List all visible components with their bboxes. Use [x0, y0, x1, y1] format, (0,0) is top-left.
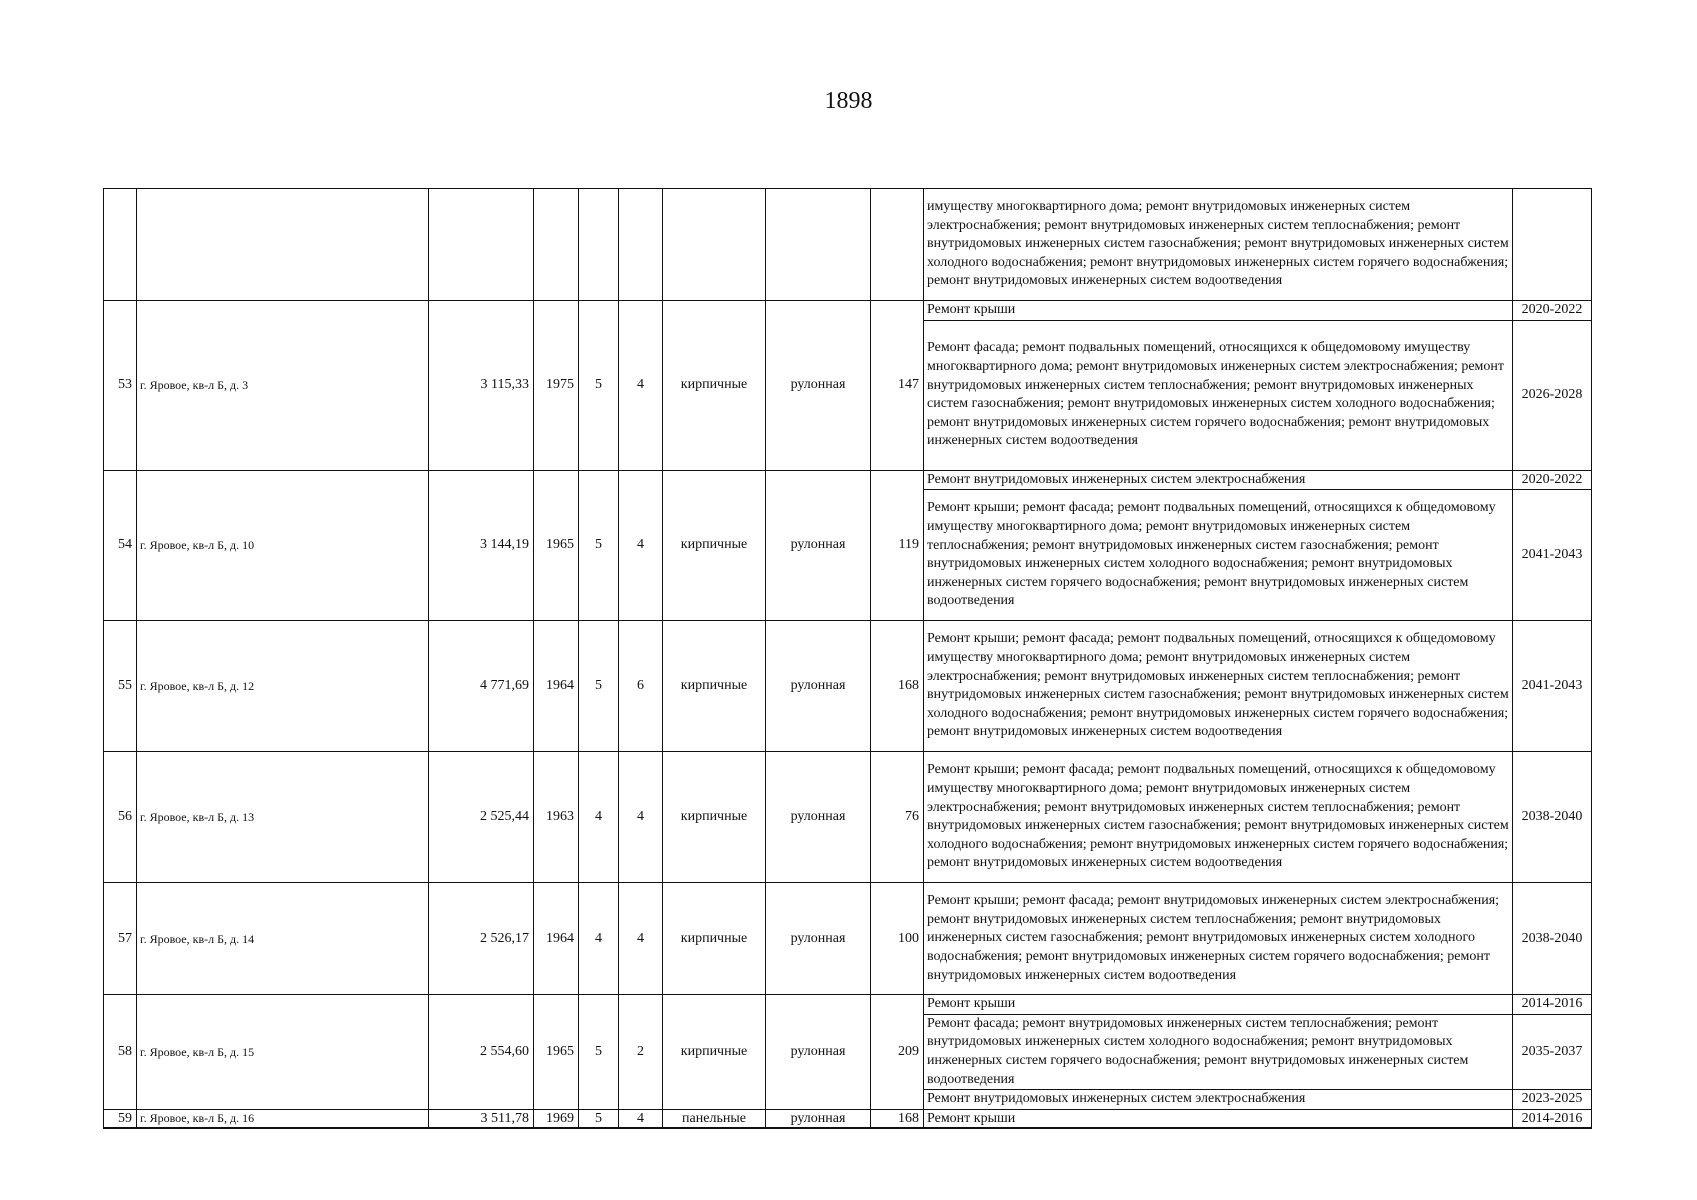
- house-year: 1975: [534, 301, 579, 471]
- repair-work-description: Ремонт крыши; ремонт фасада; ремонт подвальных помещений, относящихся к общедомовому имуществу многоквартирного дома; ремонт внутридомовых инженерных систем электроснабжения; ремонт внутридомовых инженерных систем теплоснабжения; ремонт внутридомовых инженерных систем газоснабжения; ремонт внутридомовых инженерных систем холодного водоснабжения; ремонт внутридомовых инженерных систем горячего водоснабжения; ремонт внутридомовых инженерных систем водоотведения: [924, 621, 1513, 752]
- house-entrances: 4: [619, 301, 663, 471]
- house-roof-type: [766, 189, 871, 301]
- repair-period: 2020-2022: [1513, 301, 1592, 321]
- house-wall-material: кирпичные: [663, 621, 766, 752]
- house-year: 1964: [534, 883, 579, 995]
- house-floors: 4: [579, 752, 619, 883]
- repair-work-description: Ремонт крыши; ремонт фасада; ремонт внутридомовых инженерных систем электроснабжения; ремонт внутридомовых инженерных систем теплоснабжения; ремонт внутридомовых инженерных систем газоснабжения; ремонт внутридомовых инженерных систем холодного водоснабжения; ремонт внутридомовых инженерных систем горячего водоснабжения; ремонт внутридомовых инженерных систем водоотведения: [924, 883, 1513, 995]
- house-address: г. Яровое, кв-л Б, д. 10: [137, 470, 429, 621]
- house-year: [534, 189, 579, 301]
- house-residents: 100: [871, 883, 924, 995]
- house-year: 1965: [534, 995, 579, 1110]
- house-residents: 168: [871, 621, 924, 752]
- house-address: г. Яровое, кв-л Б, д. 14: [137, 883, 429, 995]
- house-residents: 119: [871, 470, 924, 621]
- repair-period: 2026-2028: [1513, 320, 1592, 470]
- house-residents: 168: [871, 1109, 924, 1128]
- housing-repair-table: [103, 188, 1592, 1129]
- house-area: 2 525,44: [429, 752, 534, 883]
- table-row: [104, 752, 1592, 883]
- house-entrances: [619, 189, 663, 301]
- repair-period: 2020-2022: [1513, 470, 1592, 490]
- table-row: [104, 621, 1592, 752]
- house-number: [104, 189, 137, 301]
- repair-work-description: Ремонт фасада; ремонт подвальных помещений, относящихся к общедомовому имуществу многоквартирного дома; ремонт внутридомовых инженерных систем электроснабжения; ремонт внутридомовых инженерных систем теплоснабжения; ремонт внутридомовых инженерных систем газоснабжения; ремонт внутридомовых инженерных систем холодного водоснабжения; ремонт внутридомовых инженерных систем горячего водоснабжения; ремонт внутридомовых инженерных систем водоотведения: [924, 320, 1513, 470]
- house-entrances: 4: [619, 752, 663, 883]
- house-area: 3 115,33: [429, 301, 534, 471]
- house-number: 53: [104, 301, 137, 471]
- house-residents: 209: [871, 995, 924, 1110]
- house-roof-type: рулонная: [766, 1109, 871, 1128]
- house-roof-type: рулонная: [766, 301, 871, 471]
- house-wall-material: кирпичные: [663, 883, 766, 995]
- repair-work-description: Ремонт крыши; ремонт фасада; ремонт подвальных помещений, относящихся к общедомовому имуществу многоквартирного дома; ремонт внутридомовых инженерных систем электроснабжения; ремонт внутридомовых инженерных систем теплоснабжения; ремонт внутридомовых инженерных систем газоснабжения; ремонт внутридомовых инженерных систем холодного водоснабжения; ремонт внутридомовых инженерных систем горячего водоснабжения; ремонт внутридомовых инженерных систем водоотведения: [924, 752, 1513, 883]
- repair-period: 2041-2043: [1513, 490, 1592, 621]
- repair-period: 2023-2025: [1513, 1090, 1592, 1110]
- house-wall-material: кирпичные: [663, 470, 766, 621]
- table-row: [104, 883, 1592, 995]
- house-floors: 5: [579, 470, 619, 621]
- page-number: 1898: [824, 88, 873, 114]
- table-row: [104, 1109, 1592, 1128]
- table-row: [104, 470, 1592, 490]
- house-roof-type: рулонная: [766, 470, 871, 621]
- house-year: 1969: [534, 1109, 579, 1128]
- house-address: г. Яровое, кв-л Б, д. 16: [137, 1109, 429, 1128]
- house-residents: [871, 189, 924, 301]
- repair-work-description: Ремонт крыши: [924, 1109, 1513, 1128]
- house-floors: 5: [579, 301, 619, 471]
- house-wall-material: панельные: [663, 1109, 766, 1128]
- house-residents: 76: [871, 752, 924, 883]
- repair-period: 2038-2040: [1513, 752, 1592, 883]
- house-number: 57: [104, 883, 137, 995]
- house-floors: 5: [579, 995, 619, 1110]
- house-entrances: 2: [619, 995, 663, 1110]
- house-address: г. Яровое, кв-л Б, д. 13: [137, 752, 429, 883]
- house-roof-type: рулонная: [766, 883, 871, 995]
- house-number: 54: [104, 470, 137, 621]
- repair-period: [1513, 189, 1592, 301]
- table-row: [104, 995, 1592, 1015]
- house-number: 59: [104, 1109, 137, 1128]
- house-floors: 5: [579, 1109, 619, 1128]
- repair-period: 2014-2016: [1513, 995, 1592, 1015]
- house-area: 3 511,78: [429, 1109, 534, 1128]
- house-address: [137, 189, 429, 301]
- house-number: 58: [104, 995, 137, 1110]
- house-roof-type: рулонная: [766, 995, 871, 1110]
- house-year: 1963: [534, 752, 579, 883]
- house-floors: [579, 189, 619, 301]
- house-entrances: 4: [619, 883, 663, 995]
- house-floors: 4: [579, 883, 619, 995]
- house-number: 56: [104, 752, 137, 883]
- table-row: [104, 189, 1592, 301]
- house-number: 55: [104, 621, 137, 752]
- repair-work-description: имуществу многоквартирного дома; ремонт внутридомовых инженерных систем электроснабжения; ремонт внутридомовых инженерных систем теплоснабжения; ремонт внутридомовых инженерных систем газоснабжения; ремонт внутридомовых инженерных систем холодного водоснабжения; ремонт внутридомовых инженерных систем горячего водоснабжения; ремонт внутридомовых инженерных систем водоотведения: [924, 189, 1513, 301]
- house-area: 2 526,17: [429, 883, 534, 995]
- house-roof-type: рулонная: [766, 752, 871, 883]
- house-roof-type: рулонная: [766, 621, 871, 752]
- house-entrances: 4: [619, 470, 663, 621]
- house-address: г. Яровое, кв-л Б, д. 12: [137, 621, 429, 752]
- repair-work-description: Ремонт внутридомовых инженерных систем электроснабжения: [924, 1090, 1513, 1110]
- repair-period: 2014-2016: [1513, 1109, 1592, 1128]
- repair-period: 2035-2037: [1513, 1014, 1592, 1089]
- house-area: 4 771,69: [429, 621, 534, 752]
- table-row: [104, 301, 1592, 321]
- house-entrances: 4: [619, 1109, 663, 1128]
- repair-work-description: Ремонт крыши; ремонт фасада; ремонт подвальных помещений, относящихся к общедомовому имуществу многоквартирного дома; ремонт внутридомовых инженерных систем теплоснабжения; ремонт внутридомовых инженерных систем газоснабжения; ремонт внутридомовых инженерных систем холодного водоснабжения; ремонт внутридомовых инженерных систем горячего водоснабжения; ремонт внутридомовых инженерных систем водоотведения: [924, 490, 1513, 621]
- house-wall-material: кирпичные: [663, 752, 766, 883]
- repair-work-description: Ремонт внутридомовых инженерных систем электроснабжения: [924, 470, 1513, 490]
- house-address: г. Яровое, кв-л Б, д. 3: [137, 301, 429, 471]
- repair-work-description: Ремонт крыши: [924, 995, 1513, 1015]
- house-year: 1965: [534, 470, 579, 621]
- repair-period: 2041-2043: [1513, 621, 1592, 752]
- house-area: 2 554,60: [429, 995, 534, 1110]
- house-wall-material: [663, 189, 766, 301]
- house-wall-material: кирпичные: [663, 995, 766, 1110]
- house-floors: 5: [579, 621, 619, 752]
- house-area: 3 144,19: [429, 470, 534, 621]
- house-wall-material: кирпичные: [663, 301, 766, 471]
- house-year: 1964: [534, 621, 579, 752]
- house-address: г. Яровое, кв-л Б, д. 15: [137, 995, 429, 1110]
- house-residents: 147: [871, 301, 924, 471]
- house-entrances: 6: [619, 621, 663, 752]
- repair-work-description: Ремонт крыши: [924, 301, 1513, 321]
- repair-period: 2038-2040: [1513, 883, 1592, 995]
- repair-work-description: Ремонт фасада; ремонт внутридомовых инженерных систем теплоснабжения; ремонт внутридомовых инженерных систем холодного водоснабжения; ремонт внутридомовых инженерных систем горячего водоснабжения; ремонт внутридомовых инженерных систем водоотведения: [924, 1014, 1513, 1089]
- house-area: [429, 189, 534, 301]
